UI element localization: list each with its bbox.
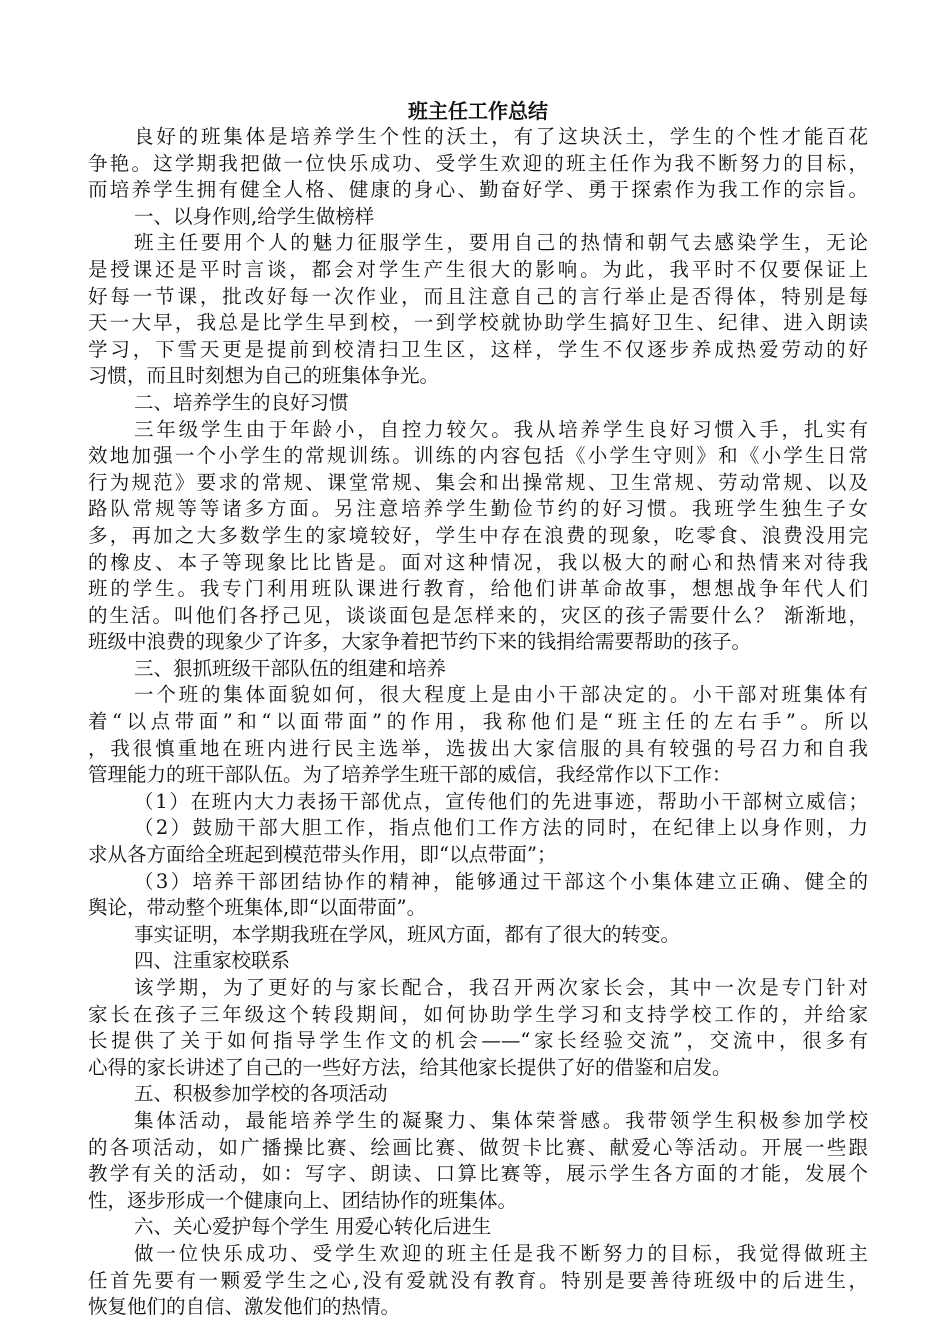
text-line: 家长在孩子三年级这个转段期间，如何协助学生学习和支持学校工作的，并给家 <box>88 1002 868 1026</box>
text-line: 管理能力的班干部队伍。为了培养学生班干部的威信，我经常作以下工作： <box>88 763 732 787</box>
text-line: 长提供了关于如何指导学生作文的机会——“家长经验交流”，交流中，很多有 <box>88 1029 868 1053</box>
text-line: 恢复他们的自信、激发他们的热情。 <box>88 1295 401 1319</box>
text-line: 学习，下雪天更是提前到校清扫卫生区，这样，学生不仅逐步养成热爱劳动的好 <box>88 337 868 361</box>
document-page <box>88 98 868 1321</box>
document-body <box>88 124 868 1321</box>
text-line: 事实证明，本学期我班在学风，班风方面，都有了很大的转变。 <box>134 922 681 946</box>
text-line: 的橡皮、本子等现象比比皆是。面对这种情况，我以极大的耐心和热情来对待我 <box>88 550 868 574</box>
text-line: 做一位快乐成功、受学生欢迎的班主任是我不断努力的目标，我觉得做班主 <box>134 1241 868 1265</box>
text-line: 四、注重家校联系 <box>134 949 291 973</box>
text-line: 好每一节课，批改好每一次作业，而且注意自己的言行举止是否得体，特别是每 <box>88 284 868 308</box>
text-line: 班主任要用个人的魅力征服学生，要用自己的热情和朝气去感染学生，无论 <box>134 231 868 255</box>
text-line: 而培养学生拥有健全人格、健康的身心、勤奋好学、勇于探索作为我工作的宗旨。 <box>88 178 868 202</box>
text-line: 教学有关的活动，如：写字、朗读、口算比赛等，展示学生各方面的才能，发展个 <box>88 1162 868 1186</box>
text-line: 是授课还是平时言谈，都会对学生产生很大的影响。为此，我平时不仅要保证上 <box>88 257 868 281</box>
text-line: 着“以点带面”和“以面带面”的作用，我称他们是“班主任的左右手”。所以 <box>88 710 868 734</box>
text-line: 舆论，带动整个班集体,即“以面带面”。 <box>88 896 427 920</box>
text-line: 班的学生。我专门利用班队课进行教育，给他们讲革命故事，想想战争年代人们 <box>88 577 868 601</box>
text-line: 的各项活动，如广播操比赛、绘画比赛、做贺卡比赛、献爱心等活动。开展一些跟 <box>88 1135 868 1159</box>
text-line: 该学期，为了更好的与家长配合，我召开两次家长会，其中一次是专门针对 <box>134 976 868 999</box>
text-line: 心得的家长讲述了自己的一些好方法，给其他家长提供了好的借鉴和启发。 <box>88 1055 732 1079</box>
text-line: （2）鼓励干部大胆工作，指点他们工作方法的同时，在纪律上以身作则，力 <box>134 816 868 840</box>
document-title: 班主任工作总结 <box>408 99 548 123</box>
text-line: 求从各方面给全班起到模范带头作用，即“以点带面”； <box>88 843 557 867</box>
text-line: 三、狠抓班级干部队伍的组建和培养 <box>134 656 447 680</box>
text-line: 争艳。这学期我把做一位快乐成功、受学生欢迎的班主任作为我不断努力的目标， <box>88 151 868 175</box>
text-line: ，我很慎重地在班内进行民主选举，选拔出大家信服的具有较强的号召力和自我 <box>88 736 868 760</box>
text-line: 一个班的集体面貌如何，很大程度上是由小干部决定的。小干部对班集体有 <box>134 683 868 707</box>
text-line: 路队常规等等诸多方面。另注意培养学生勤俭节约的好习惯。我班学生独生子女 <box>88 497 868 521</box>
text-line: 多，再加之大多数学生的家境较好，学生中存在浪费的现象，吃零食、浪费没用完 <box>88 523 868 547</box>
text-line: 习惯，而且时刻想为自己的班集体争光。 <box>88 364 440 388</box>
text-line: 良好的班集体是培养学生个性的沃土，有了这块沃土，学生的个性才能百花 <box>134 125 868 148</box>
text-line: 集体活动，最能培养学生的凝聚力、集体荣誉感。我带领学生积极参加学校 <box>134 1108 868 1132</box>
text-line: 性，逐步形成一个健康向上、团结协作的班集体。 <box>88 1188 518 1212</box>
text-line: 二、培养学生的良好习惯 <box>134 390 349 414</box>
text-line: 任首先要有一颗爱学生之心,没有爱就没有教育。特别是要善待班级中的后进生， <box>88 1268 868 1292</box>
text-line: 三年级学生由于年龄小，自控力较欠。我从培养学生良好习惯入手，扎实有 <box>134 417 868 441</box>
text-line: 效地加强一个小学生的常规训练。训练的内容包括《小学生守则》和《小学生日常 <box>88 444 868 468</box>
text-line: 五、积极参加学校的各项活动 <box>134 1082 388 1106</box>
text-line: 天一大早，我总是比学生早到校，一到学校就协助学生搞好卫生、纪律、进入朗读 <box>88 311 868 335</box>
text-line: （3）培养干部团结协作的精神，能够通过干部这个小集体建立正确、健全的 <box>134 869 868 893</box>
text-line: 行为规范》要求的常规、课堂常规、集会和出操常规、卫生常规、劳动常规、以及 <box>88 470 868 494</box>
text-line: 一、以身作则,给学生做榜样 <box>134 204 375 228</box>
text-line: 的生活。叫他们各抒己见，谈谈面包是怎样来的，灾区的孩子需要什么？ 渐渐地， <box>88 603 868 627</box>
text-line: （1）在班内大力表扬干部优点，宣传他们的先进事迹，帮助小干部树立威信； <box>134 789 868 813</box>
text-line: 六、关心爱护每个学生 用爱心转化后进生 <box>134 1215 492 1239</box>
text-line: 班级中浪费的现象少了许多，大家争着把节约下来的钱捐给需要帮助的孩子。 <box>88 630 752 654</box>
